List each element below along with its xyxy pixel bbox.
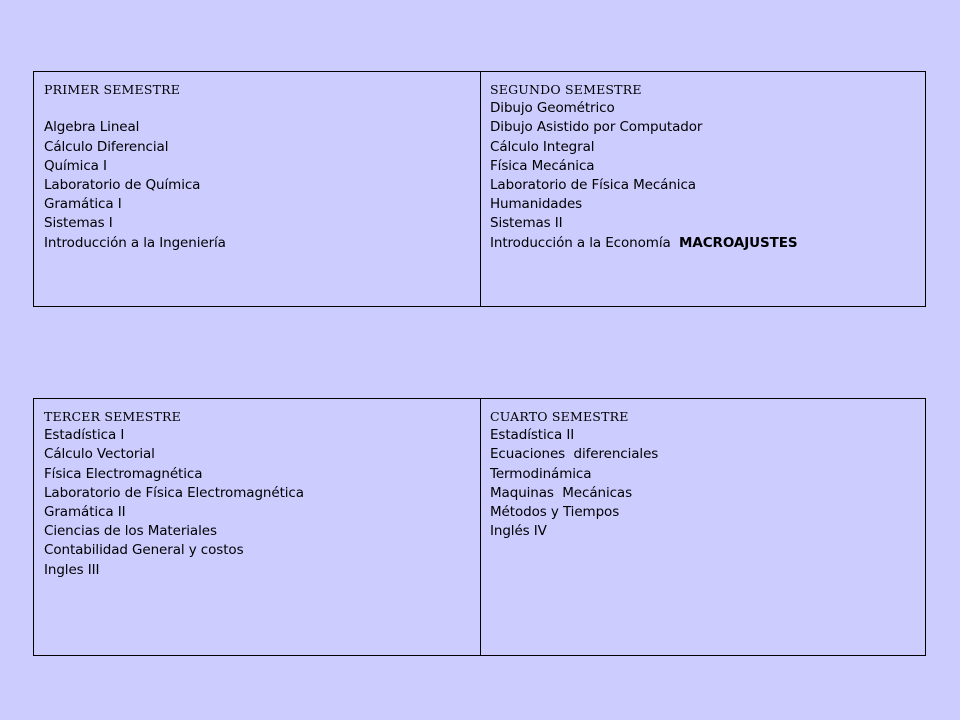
- third-semester-title: TERCER SEMESTRE: [44, 409, 181, 424]
- course-item: Laboratorio de Física Electromagnética: [44, 484, 304, 501]
- course-item: Laboratorio de Química: [44, 177, 201, 193]
- semester-table-top: [33, 71, 926, 307]
- course-item: Algebra Lineal: [44, 119, 140, 136]
- course-item: Gramática II: [44, 504, 126, 521]
- course-item: Laboratorio de Física Mecánica: [490, 177, 696, 194]
- course-item: Física Electromagnética: [44, 465, 203, 482]
- course-item: Gramática I: [44, 196, 122, 213]
- course-item: Estadística I: [44, 427, 125, 444]
- course-item: Contabilidad General y costos: [44, 542, 244, 559]
- fourth-semester-cell: [481, 399, 925, 655]
- course-item: Cálculo Vectorial: [44, 446, 155, 463]
- second-semester-title: SEGUNDO SEMESTRE: [490, 82, 642, 97]
- first-semester-title: PRIMER SEMESTRE: [44, 82, 181, 97]
- course-item: Sistemas II: [490, 215, 563, 232]
- course-item: Maquinas Mecánicas: [490, 484, 633, 501]
- course-item: Ciencias de los Materiales: [44, 523, 217, 540]
- fourth-semester-title: CUARTO SEMESTRE: [490, 409, 629, 424]
- semester-table-bottom: [33, 398, 926, 656]
- course-item: Química I: [44, 157, 107, 174]
- course-item: Cálculo Diferencial: [44, 138, 169, 155]
- second-semester-cell: [481, 72, 925, 306]
- course-item: Estadística II: [490, 427, 575, 444]
- course-item: Humanidades: [490, 196, 583, 213]
- course-item: Ecuaciones diferenciales: [490, 446, 659, 463]
- course-item: Dibujo Geométrico: [490, 100, 615, 117]
- third-semester-cell: [34, 399, 481, 655]
- course-item: Ingles III: [44, 561, 100, 578]
- course-item: Inglés IV: [490, 523, 547, 540]
- course-item: Física Mecánica: [490, 157, 595, 174]
- course-item: Sistemas I: [44, 215, 113, 232]
- course-item: Métodos y Tiempos: [490, 504, 620, 521]
- macroajustes-note: MACROAJUSTES: [679, 234, 798, 251]
- course-item: Introducción a la Economía: [490, 234, 680, 251]
- course-item: Dibujo Asistido por Computador: [490, 119, 703, 136]
- course-item: Cálculo Integral: [490, 138, 595, 155]
- course-item-with-note: [490, 234, 925, 253]
- first-semester-cell: [34, 72, 481, 306]
- course-item: Termodinámica: [490, 465, 592, 482]
- course-item: Introducción a la Ingeniería: [44, 234, 226, 251]
